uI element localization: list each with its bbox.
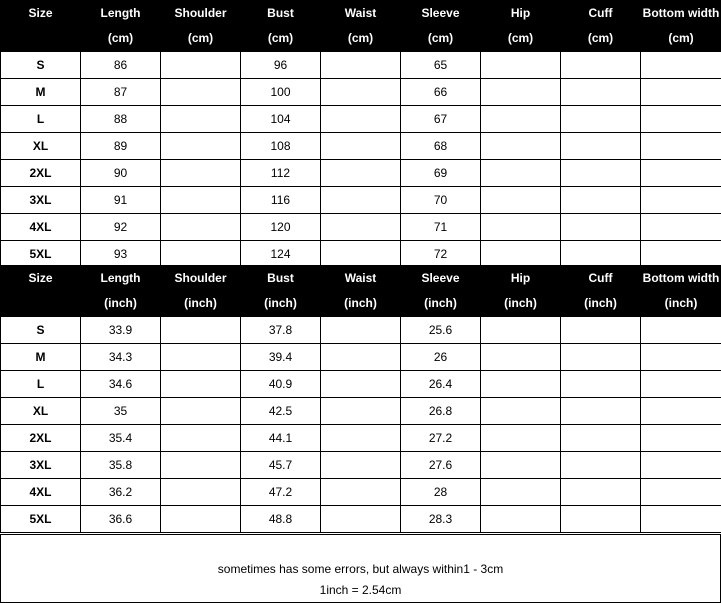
measurement-cell [161,344,241,371]
size-label-cell: L [1,106,81,133]
measurement-cell [321,133,401,160]
measurement-cell: 87 [81,79,161,106]
cm-header-cell [321,1,401,52]
measurement-cell [481,52,561,79]
cm-table-row [1,241,721,268]
measurement-cell [481,106,561,133]
inch-header-cell [81,266,161,317]
column-name: Hip [510,271,531,285]
measurement-cell [481,317,561,344]
measurement-cell: 26.8 [401,398,481,425]
measurement-cell [481,160,561,187]
measurement-cell [321,160,401,187]
inch-header-cell [401,266,481,317]
size-label-cell: XL [1,398,81,425]
measurement-cell: 69 [401,160,481,187]
measurement-cell [481,506,561,533]
measurement-cell [641,52,721,79]
measurement-cell: 48.8 [241,506,321,533]
measurement-cell [161,160,241,187]
column-unit: (cm) [347,31,374,45]
measurement-cell [161,452,241,479]
measurement-cell [481,479,561,506]
measurement-cell: 88 [81,106,161,133]
cm-header-cell [241,1,321,52]
measurement-cell: 66 [401,79,481,106]
measurement-cell: 37.8 [241,317,321,344]
measurement-cell [561,398,641,425]
measurement-cell: 35.8 [81,452,161,479]
measurement-cell [561,52,641,79]
column-unit: (inch) [424,296,457,310]
measurement-cell: 116 [241,187,321,214]
size-label-cell: 3XL [1,187,81,214]
unit-conversion-note: 1inch = 2.54cm [319,583,402,597]
size-label-cell: 4XL [1,479,81,506]
inch-header-cell [641,266,721,317]
measurement-cell [561,241,641,268]
measurement-cell: 112 [241,160,321,187]
measurement-cell [161,52,241,79]
measurement-cell: 72 [401,241,481,268]
column-unit: (inch) [504,296,537,310]
measurement-cell [481,452,561,479]
measurement-cell [481,425,561,452]
measurement-cell [561,79,641,106]
measurement-cell: 96 [241,52,321,79]
column-unit: (inch) [584,296,617,310]
measurement-cell: 28 [401,479,481,506]
measurement-cell [161,425,241,452]
column-unit: (inch) [184,296,217,310]
measurement-cell [641,133,721,160]
measurement-cell: 39.4 [241,344,321,371]
measurement-cell: 120 [241,214,321,241]
column-name: Length [100,6,141,20]
size-label-cell: 5XL [1,241,81,268]
measurement-cell [321,214,401,241]
measurement-cell [321,317,401,344]
inch-header-cell [321,266,401,317]
measurement-cell [641,506,721,533]
column-name: Shoulder [174,271,227,285]
measurement-cell: 27.6 [401,452,481,479]
footer-note-box [0,534,721,603]
column-unit: (inch) [264,296,297,310]
measurement-cell [161,187,241,214]
measurement-cell: 44.1 [241,425,321,452]
measurement-cell [641,479,721,506]
measurement-cell [561,133,641,160]
cm-table-row [1,214,721,241]
measurement-cell [161,79,241,106]
measurement-cell: 28.3 [401,506,481,533]
column-unit: (cm) [668,31,694,45]
measurement-cell: 70 [401,187,481,214]
column-name: Bottom width [642,6,720,20]
measurement-cell [641,187,721,214]
measurement-cell [321,187,401,214]
column-name: Sleeve [421,6,460,20]
inch-table-row [1,479,721,506]
cm-table-row [1,106,721,133]
measurement-cell [321,479,401,506]
inch-table-row [1,506,721,533]
column-name: Shoulder [174,6,227,20]
measurement-cell: 45.7 [241,452,321,479]
size-label-cell: 5XL [1,506,81,533]
measurement-cell: 36.2 [81,479,161,506]
measurement-cell [561,160,641,187]
cm-header-cell [481,1,561,52]
measurement-cell [321,106,401,133]
measurement-cell: 35.4 [81,425,161,452]
cm-table-row [1,133,721,160]
inch-header-cell [481,266,561,317]
cm-table-row [1,79,721,106]
measurement-cell [641,317,721,344]
column-unit: (cm) [587,31,614,45]
column-name: Cuff [588,271,613,285]
column-name: Size [28,6,53,20]
inch-header-row [1,266,721,317]
size-label-cell: S [1,52,81,79]
measurement-cell [561,106,641,133]
column-name: Bust [267,6,294,20]
measurement-cell: 68 [401,133,481,160]
measurement-cell: 26 [401,344,481,371]
measurement-cell [321,241,401,268]
measurement-cell [321,344,401,371]
column-name: Length [100,271,141,285]
column-name: Waist [344,6,377,20]
size-label-cell: M [1,79,81,106]
inch-table-row [1,371,721,398]
measurement-cell: 47.2 [241,479,321,506]
cm-header-cell [401,1,481,52]
column-unit [1,291,80,316]
measurement-cell: 91 [81,187,161,214]
measurement-cell [321,398,401,425]
measurement-cell [481,241,561,268]
measurement-cell [321,79,401,106]
measurement-cell [481,133,561,160]
inch-table-row [1,344,721,371]
measurement-cell: 67 [401,106,481,133]
measurement-cell [481,344,561,371]
measurement-cell [161,317,241,344]
measurement-cell [481,187,561,214]
measurement-cell [641,241,721,268]
measurement-cell [561,187,641,214]
measurement-cell: 65 [401,52,481,79]
measurement-cell: 33.9 [81,317,161,344]
size-label-cell: M [1,344,81,371]
measurement-cell [161,479,241,506]
measurement-cell: 108 [241,133,321,160]
column-unit: (cm) [507,31,534,45]
inch-table-row [1,452,721,479]
column-name: Waist [344,271,377,285]
size-table-inch [0,265,721,533]
measurement-cell: 100 [241,79,321,106]
measurement-cell: 34.6 [81,371,161,398]
measurement-cell [321,506,401,533]
measurement-cell: 124 [241,241,321,268]
measurement-cell: 86 [81,52,161,79]
cm-header-cell [561,1,641,52]
measurement-cell [321,52,401,79]
measurement-cell [641,160,721,187]
measurement-cell: 36.6 [81,506,161,533]
inch-table-row [1,398,721,425]
column-unit: (cm) [267,31,294,45]
cm-table-row [1,187,721,214]
column-name: Bust [267,271,294,285]
measurement-cell [641,106,721,133]
measurement-cell [321,371,401,398]
column-unit: (cm) [107,31,134,45]
cm-header-row [1,1,721,52]
cm-header-cell [81,1,161,52]
cm-table-row [1,52,721,79]
measurement-cell [481,398,561,425]
measurement-cell [321,452,401,479]
inch-header-cell [161,266,241,317]
measurement-cell [561,479,641,506]
measurement-error-note: sometimes has some errors, but always within1 - 3cm [217,562,504,576]
measurement-cell: 26.4 [401,371,481,398]
column-name: Sleeve [421,271,460,285]
size-label-cell: 2XL [1,160,81,187]
column-unit: (inch) [104,296,137,310]
measurement-cell: 25.6 [401,317,481,344]
measurement-cell [481,371,561,398]
column-name: Size [28,271,53,285]
measurement-cell [481,79,561,106]
size-label-cell: 3XL [1,452,81,479]
measurement-cell: 93 [81,241,161,268]
column-unit: (inch) [664,296,698,310]
measurement-cell [161,398,241,425]
measurement-cell [161,214,241,241]
size-table-cm [0,0,721,268]
measurement-cell: 92 [81,214,161,241]
column-unit: (cm) [187,31,214,45]
inch-header-cell [1,266,81,317]
measurement-cell [641,79,721,106]
cm-header-cell [641,1,721,52]
measurement-cell: 89 [81,133,161,160]
measurement-cell [321,425,401,452]
measurement-cell [641,452,721,479]
measurement-cell [161,241,241,268]
size-label-cell: L [1,371,81,398]
measurement-cell [561,317,641,344]
measurement-cell: 42.5 [241,398,321,425]
measurement-cell [641,371,721,398]
measurement-cell [641,425,721,452]
measurement-cell [561,371,641,398]
measurement-cell [561,425,641,452]
measurement-cell: 34.3 [81,344,161,371]
measurement-cell: 104 [241,106,321,133]
measurement-cell [161,106,241,133]
measurement-cell [561,452,641,479]
size-label-cell: S [1,317,81,344]
size-label-cell: 2XL [1,425,81,452]
column-name: Cuff [588,6,613,20]
column-name: Hip [510,6,531,20]
measurement-cell [561,344,641,371]
measurement-cell [161,133,241,160]
measurement-cell: 35 [81,398,161,425]
inch-table-row [1,317,721,344]
inch-header-cell [241,266,321,317]
measurement-cell: 40.9 [241,371,321,398]
measurement-cell [561,506,641,533]
measurement-cell: 27.2 [401,425,481,452]
cm-table-row [1,160,721,187]
measurement-cell [161,371,241,398]
measurement-cell: 71 [401,214,481,241]
inch-header-cell [561,266,641,317]
size-label-cell: XL [1,133,81,160]
measurement-cell: 90 [81,160,161,187]
measurement-cell [641,214,721,241]
measurement-cell [641,344,721,371]
size-label-cell: 4XL [1,214,81,241]
column-unit [1,26,80,51]
cm-header-cell [161,1,241,52]
column-unit: (inch) [344,296,377,310]
measurement-cell [561,214,641,241]
cm-header-cell [1,1,81,52]
column-name: Bottom width [642,271,720,285]
inch-table-row [1,425,721,452]
measurement-cell [641,398,721,425]
measurement-cell [161,506,241,533]
column-unit: (cm) [427,31,454,45]
measurement-cell [481,214,561,241]
